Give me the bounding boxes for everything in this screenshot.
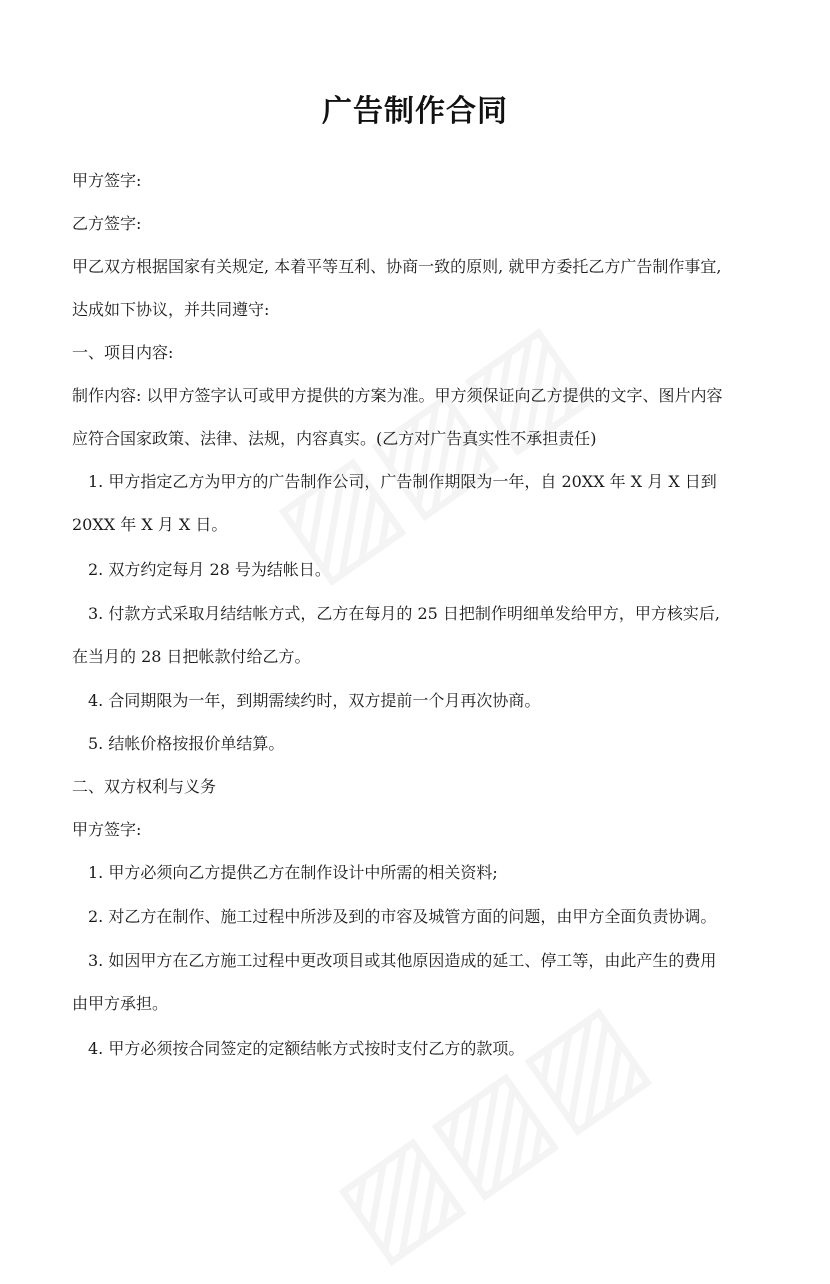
document-title: 广告制作合同: [322, 94, 508, 129]
clause-1-3-line-1: 3. 付款方式采取月结结帐方式，乙方在每月的 25 日把制作明细单发给甲方，甲方核实后,: [88, 604, 720, 623]
preamble-line-2: 达成如下协议，并共同遵守:: [72, 300, 270, 319]
section-2-heading: 二、双方权利与义务: [72, 777, 217, 796]
section-1-heading: 一、项目内容:: [72, 343, 174, 362]
clause-1-5: 5. 结帐价格按报价单结算。: [88, 734, 285, 753]
clause-1-4: 4. 合同期限为一年，到期需续约时，双方提前一个月再次协商。: [88, 691, 541, 710]
preamble-line-1: 甲乙双方根据国家有关规定, 本着平等互利、协商一致的原则, 就甲方委托乙方广告制作事宜,: [72, 257, 722, 276]
clause-2-3-line-1: 3. 如因甲方在乙方施工过程中更改项目或其他原因造成的延工、停工等，由此产生的费用: [88, 951, 717, 970]
clause-2-3-line-2: 由甲方承担。: [72, 994, 169, 1013]
party-a-signature-label: 甲方签字:: [72, 171, 142, 190]
party-a-signature-label-2: 甲方签字:: [72, 820, 142, 839]
clause-1-2: 2. 双方约定每月 28 号为结帐日。: [88, 560, 331, 579]
production-content-line-1: 制作内容: 以甲方签字认可或甲方提供的方案为准。甲方须保证向乙方提供的文字、图片内容: [72, 386, 723, 405]
clause-1-1-line-2: 20XX 年 X 月 X 日。: [72, 515, 228, 534]
clause-1-1-line-1: 1. 甲方指定乙方为甲方的广告制作公司，广告制作期限为一年，自 20XX 年 X 月 X 日到: [88, 472, 717, 491]
clause-2-2: 2. 对乙方在制作、施工过程中所涉及到的市容及城管方面的问题，由甲方全面负责协调。: [88, 907, 717, 926]
watermark: [311, 975, 669, 1284]
party-b-signature-label: 乙方签字:: [72, 214, 142, 233]
clause-2-4: 4. 甲方必须按合同签定的定额结帐方式按时支付乙方的款项。: [88, 1039, 525, 1058]
clause-1-3-line-2: 在当月的 28 日把帐款付给乙方。: [72, 647, 311, 666]
production-content-line-2: 应符合国家政策、法律、法规，内容真实。(乙方对广告真实性不承担责任): [72, 429, 597, 448]
clause-2-1: 1. 甲方必须向乙方提供乙方在制作设计中所需的相关资料;: [88, 863, 498, 882]
